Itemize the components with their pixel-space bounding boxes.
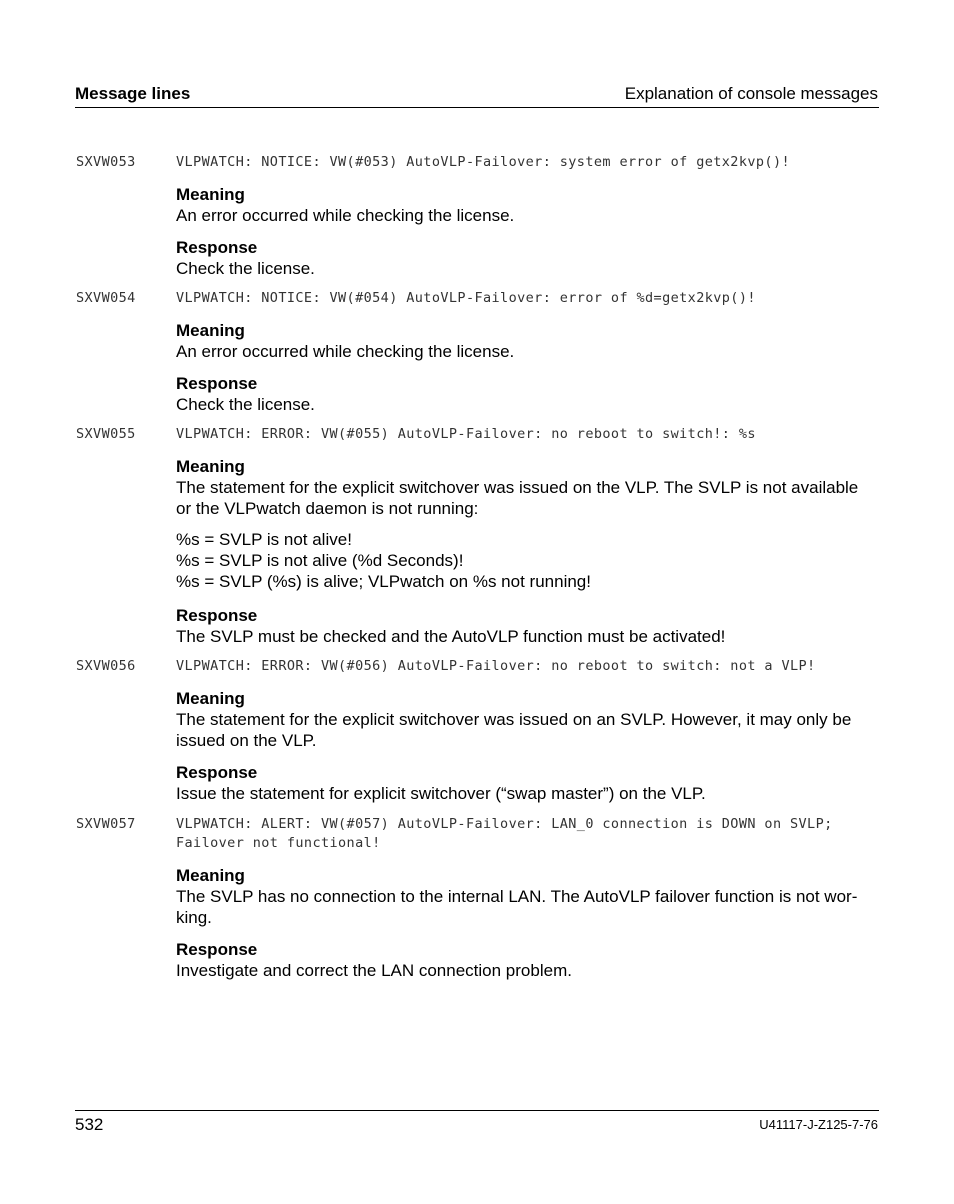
response-text: Investigate and correct the LAN connection problem. bbox=[176, 961, 572, 980]
meaning-text-line: The statement for the explicit switchover was issued on the VLP. The SVLP is not available bbox=[176, 478, 859, 497]
response-label: Response bbox=[176, 606, 258, 625]
meaning-text: An error occurred while checking the license. bbox=[176, 342, 515, 361]
message-text: VLPWATCH: NOTICE: VW(#054) AutoVLP-Failover: error of %d=getx2kvp()! bbox=[176, 290, 756, 306]
value-list bbox=[176, 529, 880, 592]
response-label: Response bbox=[176, 763, 258, 782]
value-item: %s = SVLP is not alive (%d Seconds)! bbox=[176, 551, 464, 570]
message-text-line: Failover not functional! bbox=[176, 835, 381, 851]
message-code: SXVW053 bbox=[76, 154, 136, 170]
meaning-text-line: The statement for the explicit switchover was issued on an SVLP. However, it may only be bbox=[176, 710, 852, 729]
response-section bbox=[176, 237, 880, 279]
response-section bbox=[176, 373, 880, 415]
section-title: Message lines bbox=[75, 84, 191, 103]
footer-rule bbox=[75, 1110, 879, 1111]
meaning-text-line: king. bbox=[176, 908, 212, 927]
header-rule bbox=[75, 107, 879, 108]
message-code: SXVW057 bbox=[76, 816, 136, 832]
response-section bbox=[176, 939, 880, 981]
meaning-text-line: or the VLPwatch daemon is not running: bbox=[176, 499, 479, 518]
meaning-label: Meaning bbox=[176, 457, 245, 476]
meaning-label: Meaning bbox=[176, 321, 245, 340]
meaning-text-line: The SVLP has no connection to the internal LAN. The AutoVLP failover function is not wor- bbox=[176, 887, 858, 906]
meaning-section bbox=[176, 320, 880, 362]
value-item: %s = SVLP (%s) is alive; VLPwatch on %s not running! bbox=[176, 572, 591, 591]
response-section bbox=[176, 762, 880, 804]
response-label: Response bbox=[176, 238, 258, 257]
response-label: Response bbox=[176, 374, 258, 393]
chapter-title: Explanation of console messages bbox=[624, 84, 878, 103]
response-label: Response bbox=[176, 940, 258, 959]
response-section bbox=[176, 605, 880, 647]
message-text: VLPWATCH: ERROR: VW(#055) AutoVLP-Failover: no reboot to switch!: %s bbox=[176, 426, 756, 442]
response-text: The SVLP must be checked and the AutoVLP function must be activated! bbox=[176, 627, 726, 646]
response-text: Check the license. bbox=[176, 395, 315, 414]
value-item: %s = SVLP is not alive! bbox=[176, 530, 352, 549]
meaning-text-line: issued on the VLP. bbox=[176, 731, 317, 750]
meaning-text: An error occurred while checking the license. bbox=[176, 206, 515, 225]
message-code: SXVW054 bbox=[76, 290, 136, 306]
response-text: Check the license. bbox=[176, 259, 315, 278]
document-id: U41117-J-Z125-7-76 bbox=[759, 1117, 878, 1132]
meaning-label: Meaning bbox=[176, 689, 245, 708]
message-code: SXVW055 bbox=[76, 426, 136, 442]
meaning-section bbox=[176, 456, 880, 519]
meaning-section bbox=[176, 865, 880, 928]
message-text: VLPWATCH: ERROR: VW(#056) AutoVLP-Failover: no reboot to switch: not a VLP! bbox=[176, 658, 816, 674]
meaning-section bbox=[176, 688, 880, 751]
meaning-label: Meaning bbox=[176, 185, 245, 204]
message-code: SXVW056 bbox=[76, 658, 136, 674]
page-number: 532 bbox=[75, 1115, 104, 1134]
message-text-line: VLPWATCH: ALERT: VW(#057) AutoVLP-Failover: LAN_0 connection is DOWN on SVLP; bbox=[176, 816, 833, 832]
meaning-label: Meaning bbox=[176, 866, 245, 885]
meaning-section bbox=[176, 184, 880, 226]
message-text: VLPWATCH: NOTICE: VW(#053) AutoVLP-Failover: system error of getx2kvp()! bbox=[176, 154, 790, 170]
response-text: Issue the statement for explicit switchover (“swap master”) on the VLP. bbox=[176, 784, 706, 803]
